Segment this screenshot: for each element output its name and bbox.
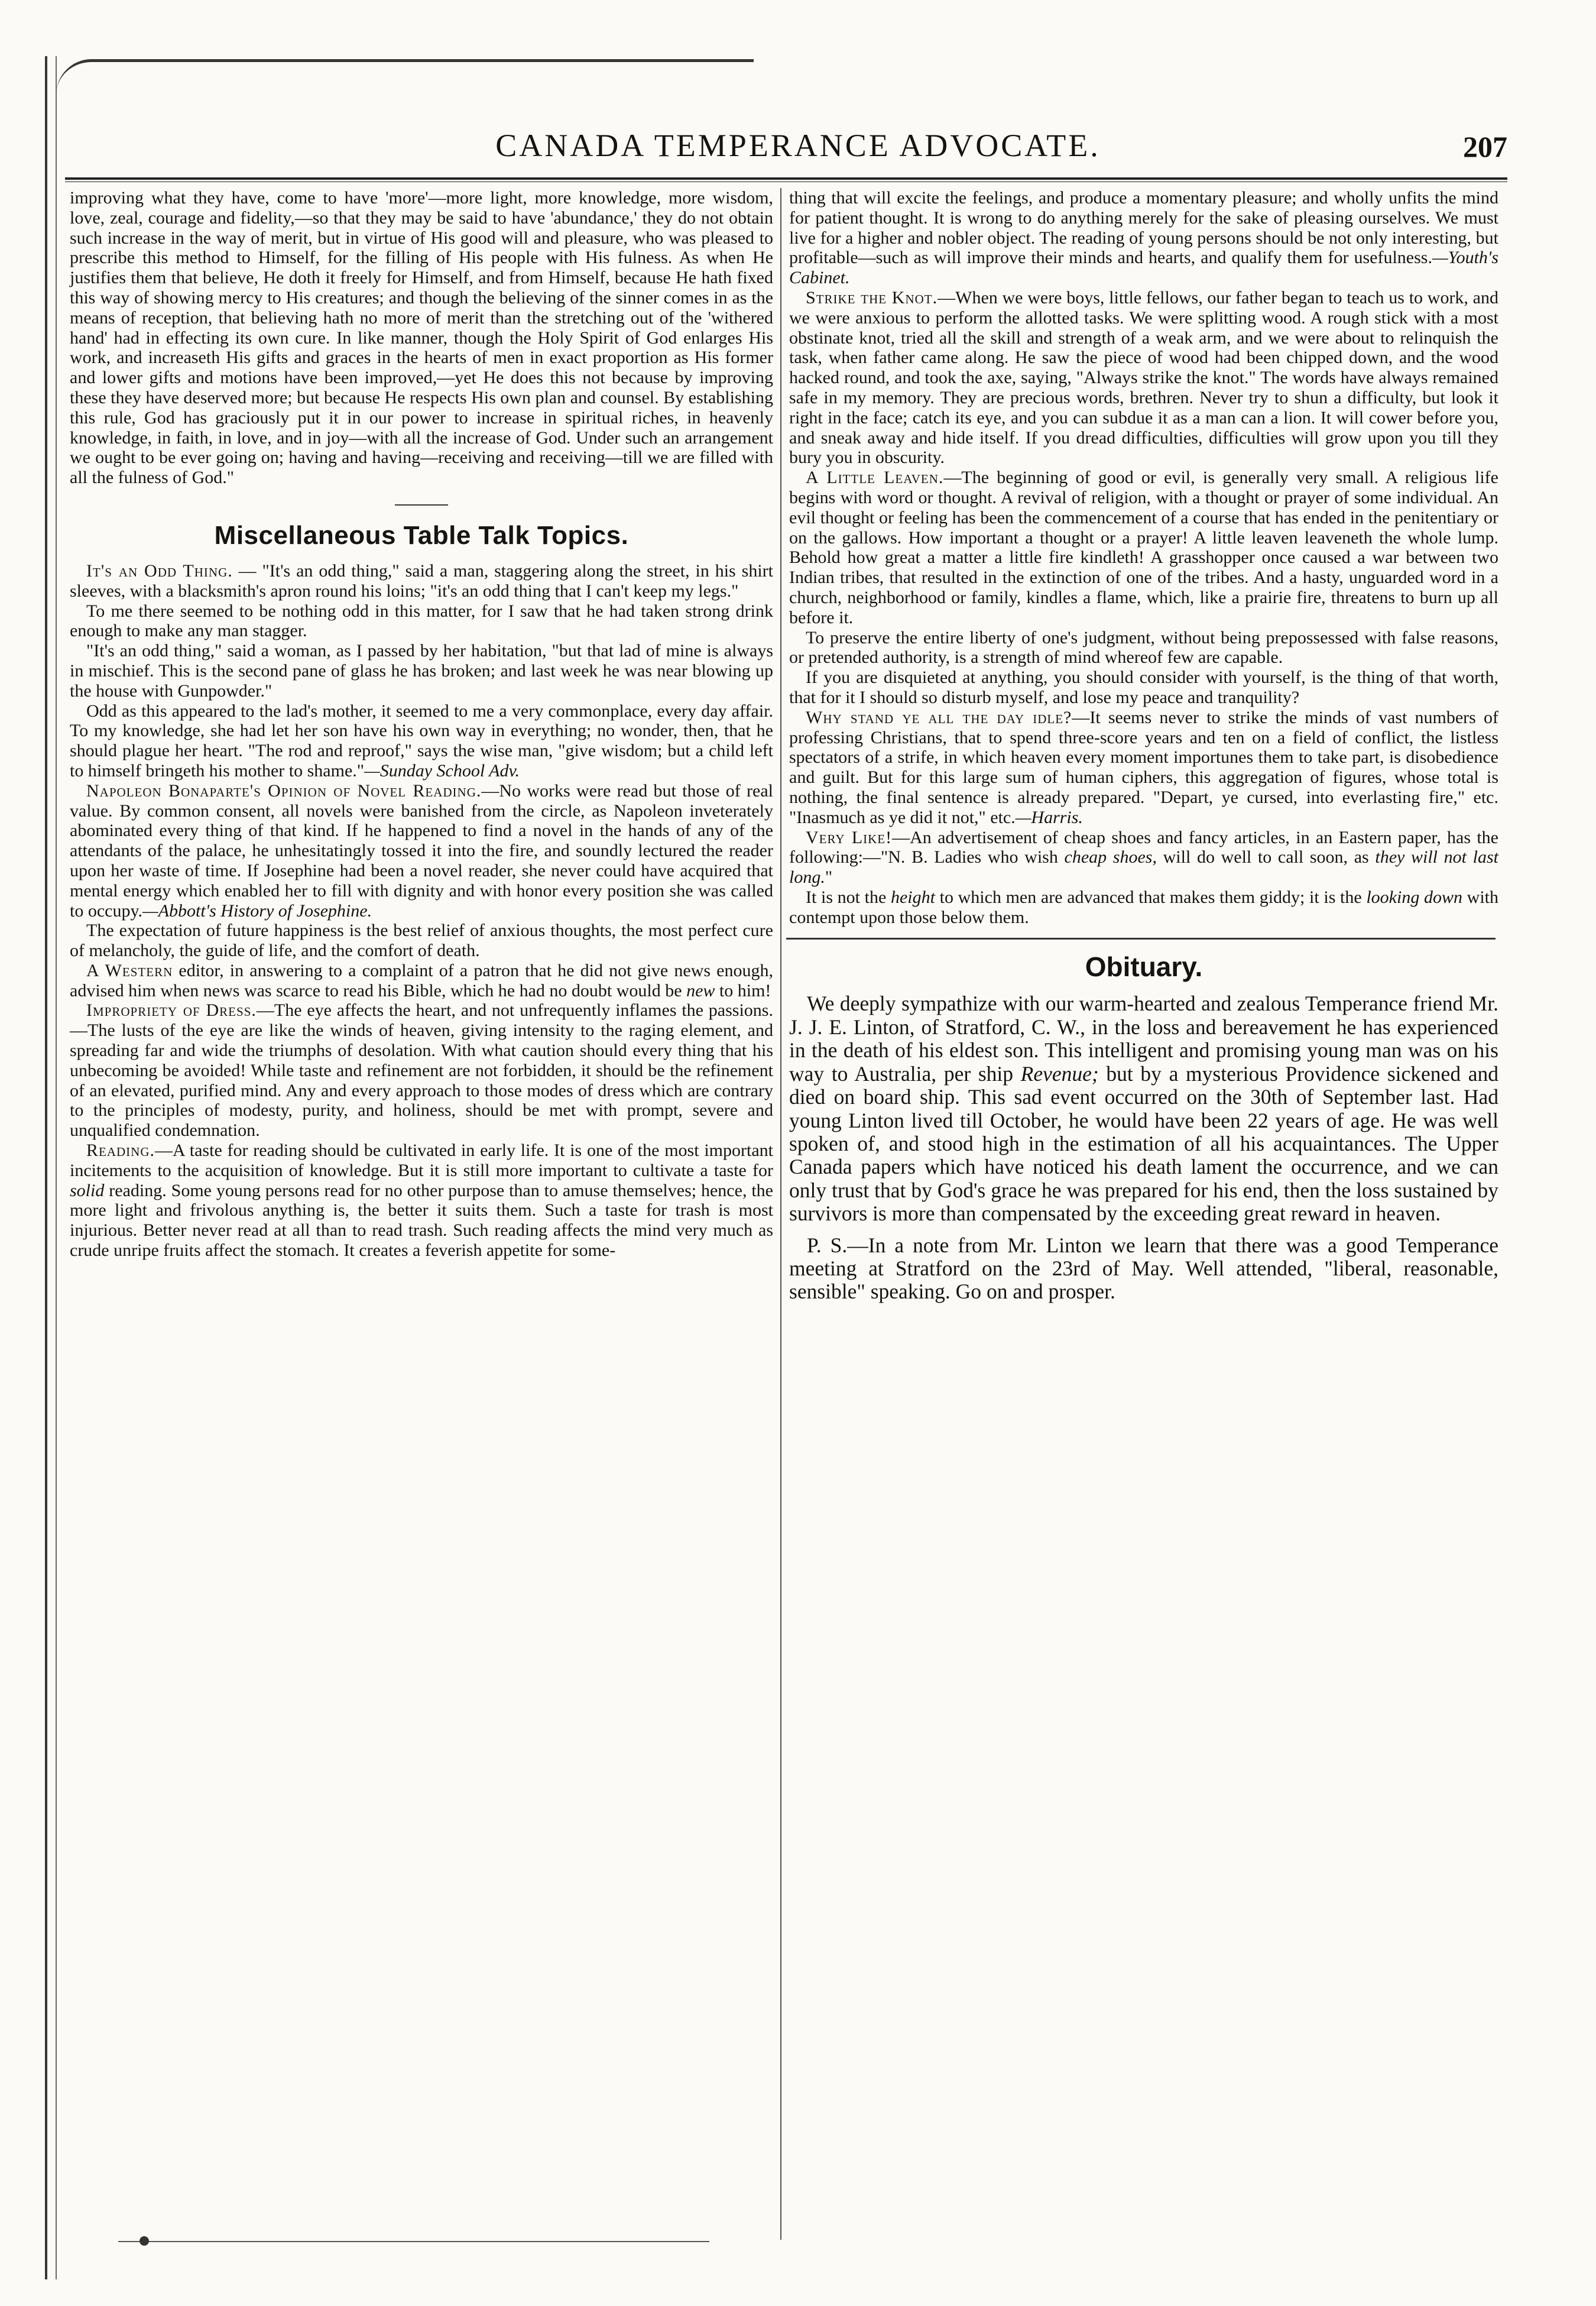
item-lead: Reading. xyxy=(86,1141,155,1161)
item-text: —The eye affects the heart, and not unfrequently inflames the passions.—The lusts of the eye are like the winds of heaven, giving intensity to the raging element, and spreading far and wide the triumphs of desolation. With what caution should every thing that his unbecoming be avoided! While taste and refinement are not forbidden, it should be the refinement of an elevated, purified mind. Any and every approach to those modes of dress which are contrary to the principles of modesty, purity, and holiness, should be met with prompt, severe and unqualified condemnation. xyxy=(70,1000,773,1141)
paragraph: To preserve the entire liberty of one's judgment, without being prepossessed with false reasons, or pretended authority, is a strength of mind whereof few are capable. xyxy=(789,627,1498,668)
item-text: editor, in answering to a complaint of a patron that he did not give news enough, advised him when news was scarce to read his Bible, which he had no doubt would be xyxy=(70,960,773,1000)
paragraph: "It's an odd thing," said a woman, as I passed by her habitation, "but that lad of mine is always in mischief. This is the second pane of glass he has broken; and last week he was near blowing up the house with Gunpowder." xyxy=(70,641,773,701)
emphasis: cheap shoes, xyxy=(1064,847,1157,867)
item-why-stand-idle xyxy=(789,708,1498,828)
paragraph-text: We deeply sympathize with our warm-hearted and zealous Temperance friend Mr. J. J. E. Linton, of Stratford, C. W., in the loss and bereavement he has experienced in the death of his eldest son. This intelligent and promising young man was on his way to Australia, per ship xyxy=(789,992,1498,1086)
item-strike-the-knot xyxy=(789,288,1498,468)
obituary-postscript: P. S.—In a note from Mr. Linton we learn that there was a good Temperance meeting at Stratford on the 23rd of May. Well attended, "liberal, reasonable, sensible" speaking. Go on and prosper. xyxy=(789,1233,1498,1304)
source-credit: —Abbott's History of Josephine. xyxy=(142,901,372,921)
page-border-left xyxy=(45,56,57,2279)
item-text: — "It's an odd thing," said a man, staggering along the street, in his shirt sleeves, with a blacksmith's apron round his loins; "it's an odd thing that I can't keep my legs." xyxy=(70,561,773,601)
paragraph-text: to which men are advanced that makes them giddy; it is the xyxy=(935,887,1367,907)
item-text: —A taste for reading should be cultivated in early life. It is one of the most important incitements to the acquisition of knowledge. But it is still more important to cultivate a taste for xyxy=(70,1141,773,1180)
article-continuation xyxy=(789,188,1498,288)
ship-name: Revenue; xyxy=(1020,1061,1099,1086)
emphasis: height xyxy=(890,887,935,907)
section-heading-obituary: Obituary. xyxy=(1085,951,1203,983)
emphasis: solid xyxy=(70,1180,105,1200)
item-text: to him! xyxy=(715,980,771,1000)
paragraph: The expectation of future happiness is the best relief of anxious thoughts, the most perfect cure of melancholy, the guide of life, and the comfort of death. xyxy=(70,921,773,961)
item-napoleon xyxy=(70,781,773,921)
item-text: —An advertisement of cheap shoes and fancy articles, in an Eastern paper, has the following:—"N. B. Ladies who wish xyxy=(789,827,1498,867)
paragraph xyxy=(70,701,773,781)
newspaper-title: CANADA TEMPERANCE ADVOCATE. xyxy=(495,128,1101,163)
item-lead: A Western xyxy=(86,960,173,980)
item-text: —No works were read but those of real value. By common consent, all novels were banished from the circle, as Napoleon inveterately abominated every thing of that kind. If he happened to find a novel in the hands of any of the attendants of the palace, he unhesitatingly tossed it into the fire, and soundly lectured the reader upon her waste of time. If Josephine had been a novel reader, she never could have acquired that mental energy which enabled her to fill with dignity and with honor every position she was called to occupy. xyxy=(70,780,773,921)
item-text: —The beginning of good or evil, is generally very small. A religious life begins with word or thought. A revival of religion, with a thought or prayer of some individual. An evil thought or feeling has been the commencement of a course that has ended in the penitentiary or on the gallows. How important a thought or a prayer! A little leaven leaveneth the whole lump. Behold how great a matter a little fire kindleth! A grasshopper once caused a war between two Indian tribes, that resulted in the extinction of one of the tribes. And a hasty, unguarded word in a church, neighborhood or family, kindles a flame, which, like a prairie fire, threatens to burn up all before it. xyxy=(789,468,1498,627)
section-heading-table-talk: Miscellaneous Table Talk Topics. xyxy=(214,520,629,550)
item-lead: Why stand ye all the day idle? xyxy=(806,707,1072,727)
paragraph-text: but by a mysterious Providence sickened and died on board ship. This sad event occurred on the 30th of September last. Had young Linton lived till October, he would have been 22 years of age. He was well spoken of, and stood high in the estimation of all his acquaintances. The Upper Canada papers which have noticed his death lament the occurrence, and we can only trust that by God's grace he was prepared for his end, then the loss sustained by survivors is more than compensated by the exceeding great reward in heaven. xyxy=(789,1061,1498,1226)
emphasis: new xyxy=(686,980,715,1000)
header-rule xyxy=(65,177,1507,182)
item-very-like xyxy=(789,828,1498,888)
article-continuation: improving what they have, come to have 'more'—more light, more knowledge, more wisdom, love, zeal, courage and fidelity,—so that they may be said to have 'abundance,' they do not obtain such increase in the way of merit, but in virtue of His good will and pleasure, who was pleased to prescribe this method to Himself, for the filling of His people with His fulness. As when He justifies them that believe, He doth it freely for Himself, and from Himself, because He hath fixed this way of showing mercy to His creatures; and though the believing of the sinner comes in as the means of reception, that believing hath no more of merit than the stretching out of the 'withered hand' had in effecting its own cure. In like manner, though the Holy Spirit of God enlarges His work, and increaseth His gifts and graces in the hearts of men in exact proportion as His former and lower gifts and motions have been improved,—yet He does this not because by improving these they have deserved more; but because He respects His own plan and counsel. By establishing this rule, God has graciously put it in our power to increase in spiritual riches, in heavenly knowledge, in faith, in love, and in joy—with all the increase of God. Under such an arrangement we ought to be ever going on; having and having—receiving and receiving—till we are filled with all the fulness of God." xyxy=(70,188,773,488)
item-western-editor xyxy=(70,961,773,1001)
item-lead: Strike the Knot. xyxy=(806,287,938,307)
footer-mark xyxy=(140,2236,149,2246)
emphasis: looking down xyxy=(1366,887,1462,907)
item-text: " xyxy=(825,867,833,888)
item-lead: Impropriety of Dress. xyxy=(86,1000,257,1021)
footer-rule xyxy=(118,2241,709,2242)
item-reading xyxy=(70,1141,773,1261)
page-header xyxy=(89,127,1507,171)
obituary-rule xyxy=(786,938,1496,940)
item-lead: A Little Leaven. xyxy=(806,468,944,488)
page-number: 207 xyxy=(1463,130,1507,163)
source-credit: —Sunday School Adv. xyxy=(364,760,520,780)
item-lead: Napoleon Bonaparte's Opinion of Novel Reading. xyxy=(86,780,482,801)
item-little-leaven xyxy=(789,468,1498,627)
paragraph-text: It is not the xyxy=(806,887,891,907)
item-text: will do well to call soon, as xyxy=(1156,847,1376,867)
paragraph-text: thing that will excite the feelings, and produce a momentary pleasure; and wholly unfits the mind for patient thought. It is wrong to do anything merely for the sake of pleasing ourselves. We must live for a higher and nobler object. The reading of young persons should be not only interesting, but profitable—such as will improve their minds and hearts, and qualify them for usefulness. xyxy=(789,188,1498,268)
paragraph-height xyxy=(789,888,1498,928)
paragraph: If you are disquieted at anything, you should consider with yourself, is the thing of that worth, that for it I should so disturb myself, and lose my peace and tranquility? xyxy=(789,668,1498,707)
paragraph-text: with contempt upon those below them. xyxy=(789,887,1498,927)
source-credit: —Harris. xyxy=(1015,807,1083,827)
item-odd-thing xyxy=(70,561,773,601)
item-impropriety-of-dress xyxy=(70,1000,773,1141)
left-column xyxy=(70,188,773,1261)
section-separator xyxy=(395,504,448,506)
item-text: —It seems never to strike the minds of vast numbers of professing Christians, that to spend three-score years and ten on a field of conflict, the listless spectators of a strife, in which heaven every moment importunes them to take part, is disobedience and guilt. But for this large sum of human ciphers, this aggregation of figures, whose total is nothing, the final sentence is already prepared. "Depart, ye cursed, into everlasting fire," etc. "Inasmuch as ye did it not," etc. xyxy=(789,707,1498,827)
item-text: reading. Some young persons read for no other purpose than to amuse themselves; hence, the more light and frivolous anything is, the better it suits them. Such a taste for trash is most injurious. Better never read at all than to read trash. Such reading affects the mind very much as crude unripe fruits affect the stomach. It creates a feverish appetite for some- xyxy=(70,1180,773,1261)
source-credit: —Youth's Cabinet. xyxy=(789,248,1498,288)
obituary-text xyxy=(789,992,1498,1225)
item-text: —When we were boys, little fellows, our father began to teach us to work, and we were anxious to perform the allotted tasks. We were splitting wood. A rough stick with a most obstinate knot, tried all the skill and strength of a weak arm, and we were about to relinquish the task, when father came along. He saw the piece of wood had been chipped down, and the wood hacked round, and took the axe, saying, "Always strike the knot." The words have always remained safe in my memory. They are precious words, brethren. Never try to shun a difficulty, but look it right in the face; catch its eye, and you can subdue it as a man can a lion. It will cower before you, and sneak away and hide itself. If you dread difficulties, difficulties will grow upon you till they bury you in obscurity. xyxy=(789,287,1498,468)
emphasis: they will not last long. xyxy=(789,847,1498,888)
right-column xyxy=(789,188,1498,1304)
paragraph-text: Odd as this appeared to the lad's mother, it seemed to me a very commonplace, every day affair. To my knowledge, she had let her son have his own way in everything; no wonder, then, that he should plague her heart. "The rod and reproof," says the wise man, "give wisdom; but a child left to himself bringeth his mother to shame." xyxy=(70,701,773,780)
paragraph: To me there seemed to be nothing odd in this matter, for I saw that he had taken strong drink enough to make any man stagger. xyxy=(70,601,773,641)
item-lead: It's an Odd Thing. xyxy=(86,561,233,581)
item-lead: Very Like! xyxy=(806,827,893,847)
column-divider xyxy=(780,188,781,2240)
